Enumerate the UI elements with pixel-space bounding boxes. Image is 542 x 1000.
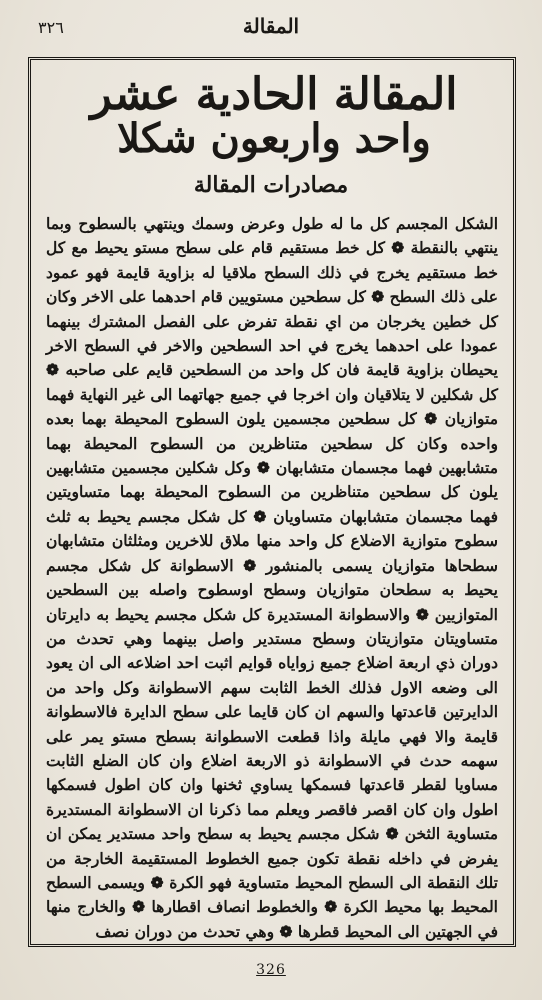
chapter-title-line-1: المقالة الحادية عشر — [90, 69, 458, 120]
page-number: ٣٢٦ — [38, 18, 64, 37]
body-paragraph: الشكل المجسم كل ما له طول وعرض وسمك وينتهي بالسطوح وبما ينتهي بالنقطة ❁ كل خط مستقيم قام على سطح مستو يحيط مع كل خط مستقيم يخرج في ذلك السطح ملاقيا له بزاوية قايمة فهو عمود على ذلك السطح ❁ كل سطحين مستويين قام احدهما على الاخر وكان كل خطين يخرجان من اي نقطة تفرض على الفصل المشترك بينهما عمودا على احدهما يخرج في احد السطحين والاخر في السطح الاخر يحيطان بزاوية قايمة فان كل واحد من السطحين قايم على صاحبه ❁ كل شكلين لا يتلاقيان وان اخرجا في جميع جهاتهما الى غير النهاية فهما متوازيان ❁ كل سطحين مجسمين يلون السطوح المحيطة بهما بعده واحده وكان كل سطحين متناظرين من السطوح المحيطة بهما متشابهين فهما مجسمان متشابهان ❁ وكل شكلين مجسمين متشابهين يلون كل سطحين متناظرين من السطوح المحيطة بهما متساويتين فهما مجسمان متشابهان متساويان ❁ كل شكل مجسم يحيط به ثلث سطوح متوازية الاضلاع كل واحد منها ملاق للاخرين ومثلثان متشابهان سطحاها متوازيان يسمى بالمنشور ❁ الاسطوانة كل شكل مجسم يحيط به سطحان متوازيان وسطح اوسطوح واصله بين السطحين المتوازيين ❁ والاسطوانة المستديرة كل شكل مجسم يحيط به دايرتان متساويتان متوازيتان وسطح مستدير واصل بينهما وهي تحدث من دوران ذي اربعة اضلاع جميع زواياه قوايم اثبت احد اضلاعه الى ان يعود الى وضعه الاول فذلك الخط الثابت سهم الاسطوانة وكل واحد من الدايرتين قاعدتها والسهم ان كان قايما على سطح الدايرة فالاسطوانة قايمة والا فهي مايلة واذا قطعت الاسطوانة بسطح مستو يمر على سهمه حدث في الاسطوانة ذو الاربعة اضلاع وان كان الضلع الثابت مساويا لقطر قاعدتها فسمكها يساوي ثخنها وان كان اطول فسمكها اطول وان كان اقصر فاقصر ويعلم مما ذكرنا ان الاسطوانة المستديرة متساوية الثخن ❁ شكل مجسم يحيط به سطح واحد مستدير يمكن ان يفرض في داخله نقطة تكون جميع الخطوط المستقيمة الخارجة من تلك النقطة الى السطح المحيط متساوية فهو الكرة ❁ ويسمى السطح المحيط بها محيط الكرة ❁ والخطوط انصاف اقطارها ❁ والخارج منها في الجهتين الى المحيط قطرها ❁ وهي تحدث من دوران نصف — [46, 214, 498, 941]
footer-page-number: 326 — [256, 962, 286, 978]
body-text — [46, 212, 498, 941]
running-header — [24, 14, 518, 44]
section-subtitle: مصادرات المقالة — [193, 172, 349, 198]
chapter-title — [46, 69, 502, 164]
chapter-title-line-2: واحد واربعون شكلا — [117, 115, 431, 162]
running-title: المقالة — [242, 14, 300, 38]
